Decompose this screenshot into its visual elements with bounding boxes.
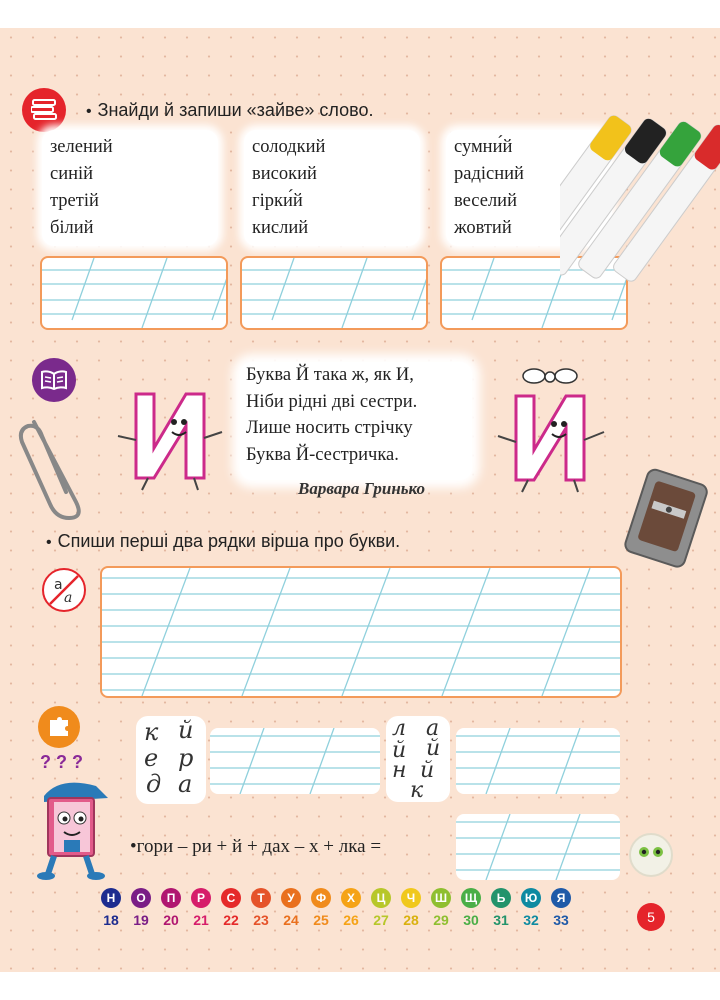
task-instruction-1 [86, 100, 373, 121]
alphabet-letter: Р [191, 888, 211, 908]
script-letter: й [178, 716, 194, 744]
script-letter: л [392, 716, 407, 741]
alphabet-letter: Ь [491, 888, 511, 908]
equation-text: гори – ри + й + дах – х + лка = [136, 836, 382, 857]
word: радісний [454, 164, 524, 184]
svg-text:а: а [64, 590, 73, 606]
bullet: • [86, 103, 92, 120]
puzzle-icon [38, 706, 80, 748]
paperclip-illustration [14, 412, 94, 522]
task-instruction-2 [46, 531, 400, 552]
letter-number: 27 [373, 912, 389, 928]
letter-number: 23 [253, 912, 269, 928]
book-stack-icon [22, 88, 66, 132]
word: зелений [50, 137, 113, 157]
writing-box-4[interactable] [210, 728, 380, 794]
smiley-face-icon [628, 832, 674, 878]
letter-number: 32 [523, 912, 539, 928]
letter-number: 20 [163, 912, 179, 928]
question-marks: ? ? ? [40, 752, 83, 772]
poem-line: Ніби рідні дві сестри. [246, 391, 418, 412]
cursive-letter-icon [42, 568, 86, 612]
script-letter: й [392, 738, 407, 763]
letter-number: 30 [463, 912, 479, 928]
writing-box-5[interactable] [456, 728, 620, 794]
script-letter: е [144, 744, 159, 772]
alphabet-letter: Щ [461, 888, 481, 908]
poem-line: Лише носить стрічку [246, 418, 413, 438]
letter-number: 22 [223, 912, 239, 928]
alphabet-letter: Т [251, 888, 271, 908]
markers-illustration [560, 95, 720, 340]
alphabet-letter: Ш [431, 888, 451, 908]
alphabet-letter: О [131, 888, 151, 908]
script-letter: а [426, 716, 440, 741]
word-column-2 [244, 130, 420, 246]
letter-number: 33 [553, 912, 569, 928]
equation-answer-box[interactable] [456, 814, 620, 880]
pencil-sharpener-illustration [618, 462, 718, 582]
word: високий [252, 164, 317, 184]
letter-number: 26 [343, 912, 359, 928]
word: синій [50, 164, 94, 184]
word: білий [50, 218, 94, 238]
word: кислий [252, 218, 309, 238]
alphabet-letter: Я [551, 888, 571, 908]
alphabet-letter: Х [341, 888, 361, 908]
word: солодкий [252, 137, 326, 157]
writing-box-2[interactable] [240, 256, 428, 330]
task-text: Знайди й запиши «зайве» слово. [97, 100, 374, 120]
letter-number: 28 [403, 912, 419, 928]
word: жовтий [454, 218, 512, 238]
poem-author: Варвара Гринько [298, 479, 425, 498]
script-letter: н [392, 758, 407, 783]
bullet: • [46, 534, 52, 551]
word: веселий [454, 191, 517, 211]
word: третій [50, 191, 99, 211]
word-equation [130, 836, 381, 858]
alphabet-letter: Ц [371, 888, 391, 908]
letter-number: 31 [493, 912, 509, 928]
letter-number: 25 [313, 912, 329, 928]
word: сумни́й [454, 137, 513, 157]
letter-i-character [108, 388, 228, 496]
alphabet-letter: Ф [311, 888, 331, 908]
letter-i-short-character [488, 362, 614, 498]
word-column-1 [42, 130, 218, 246]
alphabet-letter: Ч [401, 888, 421, 908]
letter-number: 24 [283, 912, 299, 928]
script-letters-card-2 [386, 716, 450, 802]
writing-box-1[interactable] [40, 256, 228, 330]
letter-number: 18 [103, 912, 119, 928]
poem-line: Буква Й така ж, як И, [246, 365, 414, 385]
book-mascot-illustration [30, 770, 114, 882]
letter-number: 21 [193, 912, 209, 928]
script-letter: к [410, 778, 424, 803]
script-letter: й [426, 736, 441, 761]
alphabet-letter: П [161, 888, 181, 908]
alphabet-letter: У [281, 888, 301, 908]
poem-line: Буква Й-сестричка. [246, 444, 399, 465]
page-number: 5 [637, 903, 665, 931]
open-book-icon [32, 358, 76, 402]
letter-number: 19 [133, 912, 149, 928]
script-letter: к [144, 718, 159, 746]
task-text: Спиши перші два рядки вірша про букви. [57, 531, 401, 551]
bullet: • [130, 836, 137, 857]
copy-poem-writing-box[interactable] [100, 566, 622, 698]
alphabet-letter: Н [101, 888, 121, 908]
letter-number: 29 [433, 912, 449, 928]
script-letters-card-1 [136, 716, 206, 804]
script-letter: й [420, 758, 435, 783]
alphabet-letter: С [221, 888, 241, 908]
svg-text:а: а [54, 577, 63, 593]
alphabet-strip [96, 888, 576, 934]
alphabet-letter: Ю [521, 888, 541, 908]
script-letter: р [178, 744, 194, 772]
script-letter: а [178, 770, 193, 798]
word: гірки́й [252, 191, 303, 211]
script-letter: д [146, 770, 162, 798]
poem-card [240, 362, 472, 480]
